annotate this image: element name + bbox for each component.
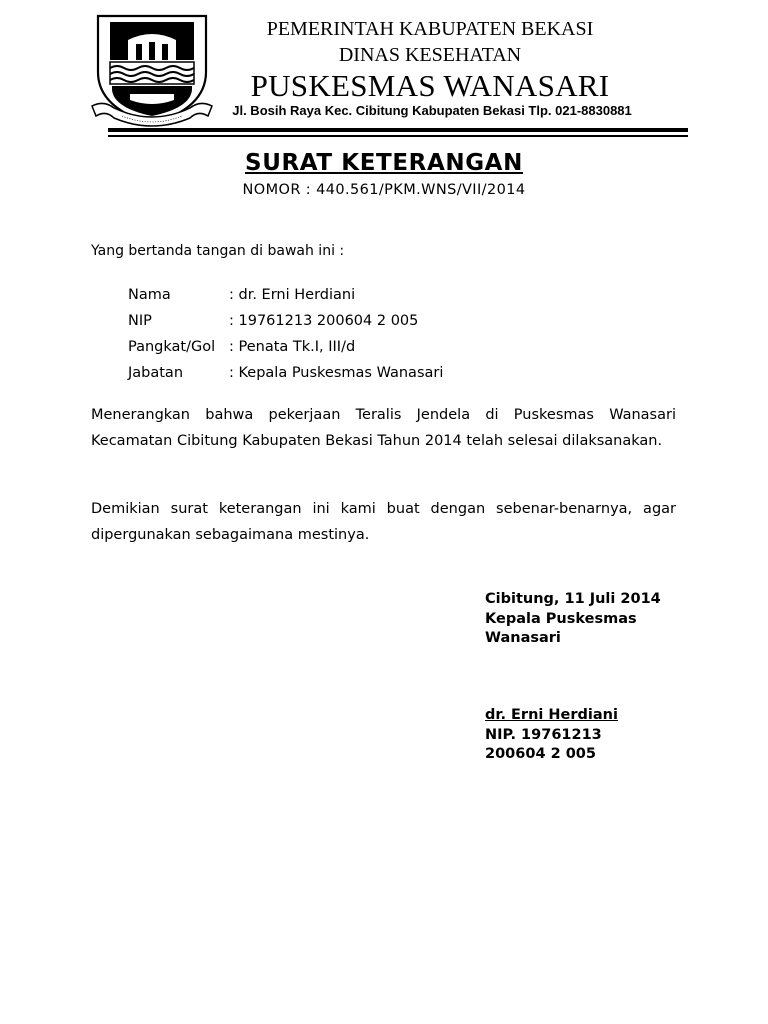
- signature-name: dr. Erni Herdiani: [485, 707, 618, 723]
- field-value: : dr. Erni Herdiani: [229, 287, 356, 303]
- document-title: SURAT KETERANGAN: [245, 150, 523, 176]
- signature-place-date: Cibitung, 11 Juli 2014: [485, 591, 661, 607]
- field-value: : 19761213 200604 2 005: [229, 313, 419, 329]
- signature-footer: [485, 706, 618, 765]
- letterhead-address: Jl. Bosih Raya Kec. Cibitung Kabupaten Bekasi Tlp. 021-8830881: [232, 103, 632, 118]
- field-label: NIP: [128, 313, 152, 329]
- letterhead-divider-thick: [108, 128, 688, 132]
- letterhead-department: DINAS KESEHATAN: [338, 44, 522, 66]
- field-value: : Penata Tk.I, III/d: [229, 339, 356, 355]
- field-row-pangkat: [128, 339, 355, 355]
- field-value: : Kepala Puskesmas Wanasari: [229, 365, 444, 381]
- letterhead: [214, 16, 646, 104]
- field-row-nama: [128, 287, 355, 303]
- field-label: Jabatan: [128, 365, 184, 381]
- intro-text: Yang bertanda tangan di bawah ini :: [91, 243, 345, 259]
- signature-nip-line2: 200604 2 005: [485, 746, 596, 762]
- body-paragraph-1: Menerangkan bahwa pekerjaan Teralis Jendela di Puskesmas Wanasari Kecamatan Cibitung Kabupaten Bekasi Tahun 2014 telah selesai dilaksanakan.: [91, 407, 676, 449]
- field-row-nip: [128, 313, 418, 329]
- field-label: Nama: [128, 287, 171, 303]
- field-label: Pangkat/Gol: [128, 339, 216, 355]
- kabupaten-bekasi-logo: [90, 12, 214, 130]
- body-paragraph-2: Demikian surat keterangan ini kami buat dengan sebenar-benarnya, agar dipergunakan sebagaimana mestinya.: [91, 501, 676, 543]
- letterhead-divider-thin: [108, 135, 688, 137]
- signature-header: [485, 590, 661, 649]
- signature-position-line2: Wanasari: [485, 630, 561, 646]
- letterhead-government: PEMERINTAH KABUPATEN BEKASI: [266, 18, 594, 40]
- document-number: NOMOR : 440.561/PKM.WNS/VII/2014: [242, 182, 526, 198]
- letterhead-institution: PUSKESMAS WANASARI: [250, 68, 610, 103]
- signature-position-line1: Kepala Puskesmas: [485, 610, 637, 627]
- signature-nip-line1: NIP. 19761213: [485, 726, 602, 743]
- field-row-jabatan: [128, 365, 443, 381]
